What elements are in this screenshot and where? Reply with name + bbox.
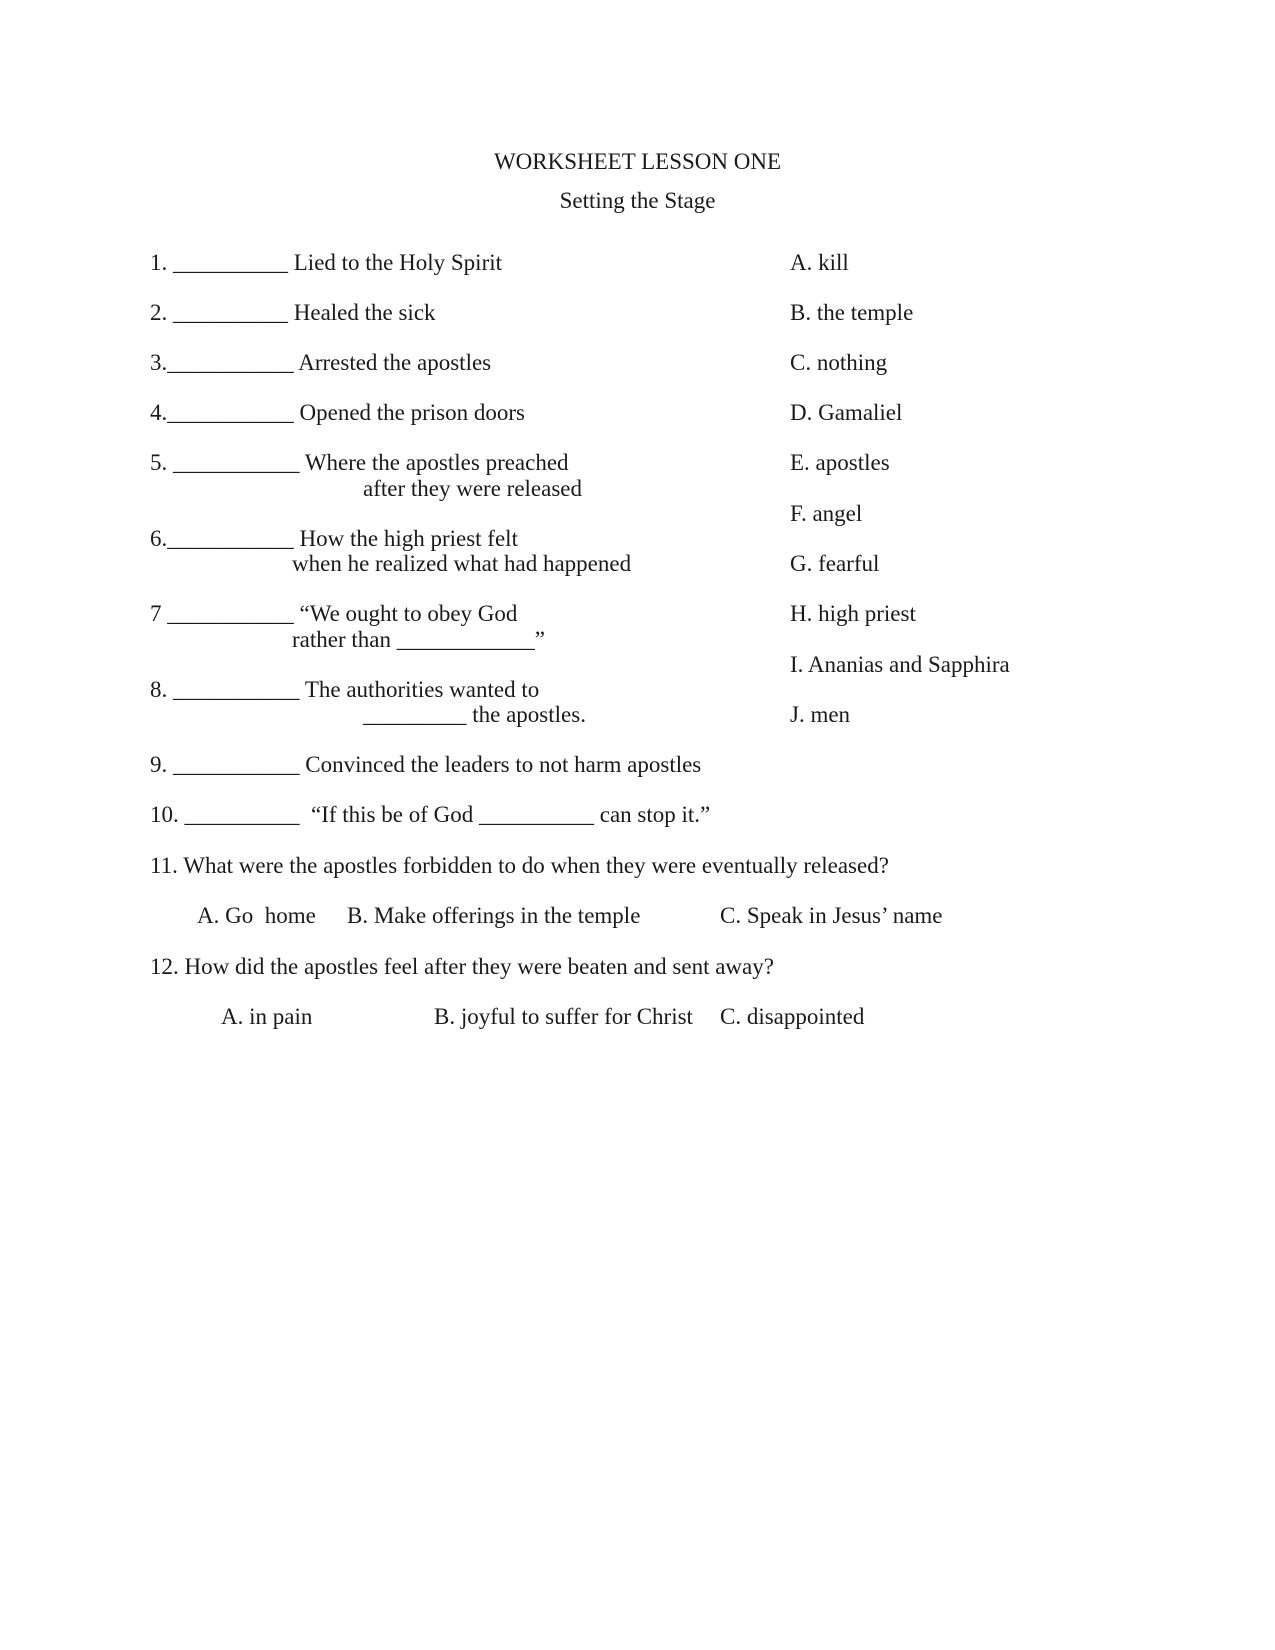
question-3: 3.___________ Arrested the apostles	[150, 350, 492, 375]
worksheet-subtitle: Setting the Stage	[559, 188, 716, 213]
question-7: 7 ___________ “We ought to obey God	[150, 601, 518, 626]
answer-d: D. Gamaliel	[790, 400, 903, 425]
answer-j: J. men	[790, 702, 851, 727]
question-4: 4.___________ Opened the prison doors	[150, 400, 525, 425]
question-12-option-c: C. disappointed	[720, 1004, 865, 1029]
question-11-option-a: A. Go home	[197, 903, 316, 928]
question-12: 12. How did the apostles feel after they were beaten and sent away?	[150, 954, 774, 979]
question-11: 11. What were the apostles forbidden to do when they were eventually released?	[150, 853, 889, 878]
question-11-option-c: C. Speak in Jesus’ name	[720, 903, 943, 928]
question-2: 2. __________ Healed the sick	[150, 300, 436, 325]
question-12-option-b: B. joyful to suffer for Christ	[434, 1004, 693, 1029]
question-6-continued: when he realized what had happened	[292, 551, 632, 576]
question-5: 5. ___________ Where the apostles preached	[150, 450, 569, 475]
question-9: 9. ___________ Convinced the leaders to not harm apostles	[150, 752, 702, 777]
answer-i: I. Ananias and Sapphira	[790, 652, 1010, 677]
answer-f: F. angel	[790, 501, 863, 526]
answer-b: B. the temple	[790, 300, 914, 325]
answer-h: H. high priest	[790, 601, 916, 626]
answer-c: C. nothing	[790, 350, 888, 375]
question-8: 8. ___________ The authorities wanted to	[150, 677, 540, 702]
answer-a: A. kill	[790, 250, 849, 275]
question-12-option-a: A. in pain	[221, 1004, 313, 1029]
question-5-continued: after they were released	[363, 476, 582, 501]
question-8-continued: _________ the apostles.	[363, 702, 586, 727]
question-7-continued: rather than ____________”	[292, 627, 545, 652]
answer-e: E. apostles	[790, 450, 890, 475]
answer-g: G. fearful	[790, 551, 880, 576]
question-1: 1. __________ Lied to the Holy Spirit	[150, 250, 503, 275]
question-6: 6.___________ How the high priest felt	[150, 526, 518, 551]
question-10: 10. __________ “If this be of God __________ can stop it.”	[150, 802, 711, 827]
question-11-option-b: B. Make offerings in the temple	[347, 903, 641, 928]
worksheet-title: WORKSHEET LESSON ONE	[493, 149, 782, 174]
